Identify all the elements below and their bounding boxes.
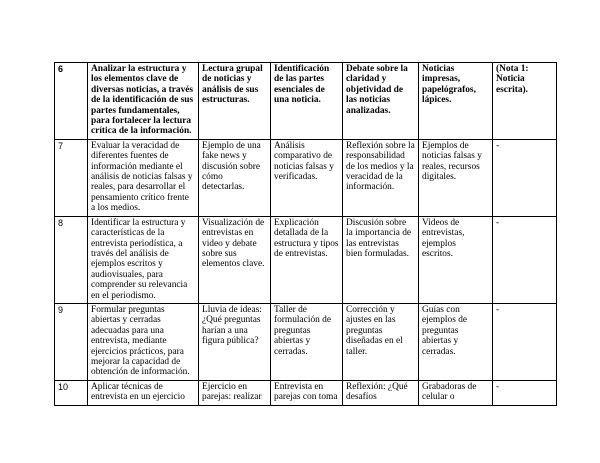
closing-cell: Debate sobre la claridad y objetividad de las noticias analizadas. — [343, 63, 419, 140]
objective-cell: Identificar la estructura y características de la entrevista periodística, a través del análisis de ejemplos escritos y audiovisuales, para comprender su relevancia en el periodismo. — [88, 216, 199, 303]
evaluation-cell: - — [493, 216, 557, 303]
lesson-plan-table — [54, 62, 557, 406]
closing-cell: Corrección y ajustes en las preguntas diseñadas en el taller. — [343, 303, 419, 380]
closing-cell: Reflexión: ¿Qué desafíos — [343, 380, 419, 405]
objective-cell: Evaluar la veracidad de diferentes fuentes de información mediante el análisis de noticias falsas y reales, para desarrollar el pensamiento crítico frente a los medios. — [88, 139, 199, 216]
evaluation-cell: - — [493, 303, 557, 380]
activity-cell: Ejemplo de una fake news y discusión sobre cómo detectarlas. — [199, 139, 271, 216]
resources-cell: Guías con ejemplos de preguntas abiertas y cerradas. — [419, 303, 493, 380]
session-number-cell: 6 — [55, 63, 88, 140]
table-row — [55, 380, 557, 405]
objective-cell: Aplicar técnicas de entrevista en un ejercicio — [88, 380, 199, 405]
activity-cell: Ejercicio en parejas: realizar — [199, 380, 271, 405]
development-cell: Análisis comparativo de noticias falsas y verificadas. — [271, 139, 343, 216]
table-row — [55, 139, 557, 216]
activity-cell: Lectura grupal de noticias y análisis de sus estructuras. — [199, 63, 271, 140]
table-row — [55, 216, 557, 303]
objective-cell: Formular preguntas abiertas y cerradas adecuadas para una entrevista, mediante ejercicios prácticos, para mejorar la capacidad de obtención de información. — [88, 303, 199, 380]
resources-cell: Noticias impresas, papelógrafos, lápices. — [419, 63, 493, 140]
session-number-cell: 8 — [55, 216, 88, 303]
activity-cell: Lluvia de ideas: ¿Qué preguntas harían a una figura pública? — [199, 303, 271, 380]
evaluation-cell: - — [493, 380, 557, 405]
session-number-cell: 7 — [55, 139, 88, 216]
resources-cell: Videos de entrevistas, ejemplos escritos. — [419, 216, 493, 303]
objective-cell: Analizar la estructura y los elementos clave de diversas noticias, a través de la identificación de sus partes fundamentales, para fortalecer la lectura crítica de la información. — [88, 63, 199, 140]
session-number-cell: 9 — [55, 303, 88, 380]
table-row — [55, 63, 557, 140]
activity-cell: Visualización de entrevistas en video y debate sobre sus elementos clave. — [199, 216, 271, 303]
development-cell: Identificación de las partes esenciales de una noticia. — [271, 63, 343, 140]
closing-cell: Reflexión sobre la responsabilidad de los medios y la veracidad de la información. — [343, 139, 419, 216]
resources-cell: Ejemplos de noticias falsas y reales, recursos digitales. — [419, 139, 493, 216]
development-cell: Explicación detallada de la estructura y tipos de entrevistas. — [271, 216, 343, 303]
closing-cell: Discusión sobre la importancia de las entrevistas bien formuladas. — [343, 216, 419, 303]
development-cell: Taller de formulación de preguntas abiertas y cerradas. — [271, 303, 343, 380]
evaluation-cell: (Nota 1: Noticia escrita). — [493, 63, 557, 140]
session-number-cell: 10 — [55, 380, 88, 405]
table-row — [55, 303, 557, 380]
evaluation-cell: - — [493, 139, 557, 216]
resources-cell: Grabadoras de celular o — [419, 380, 493, 405]
development-cell: Entrevista en parejas con toma — [271, 380, 343, 405]
